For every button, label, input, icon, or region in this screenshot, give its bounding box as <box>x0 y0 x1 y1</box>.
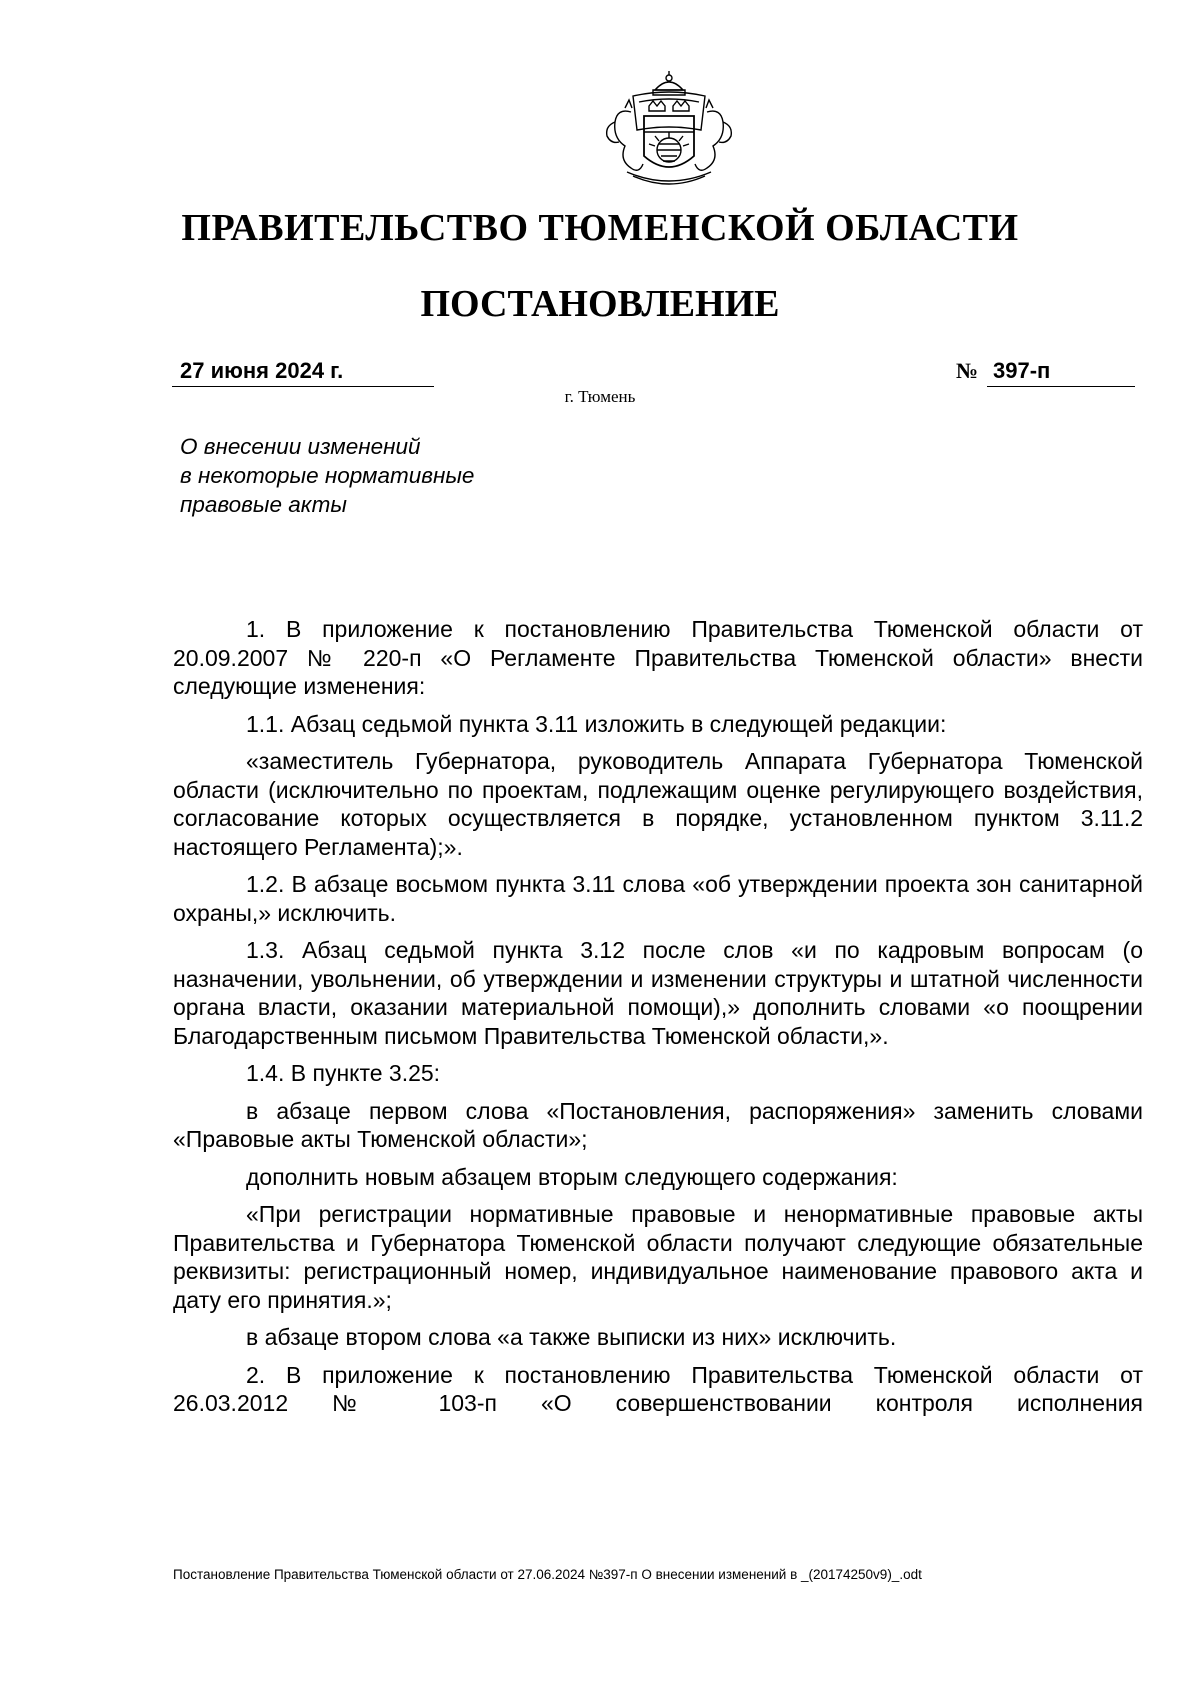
paragraph: в абзаце втором слова «а также выписки из них» исключить. <box>246 1324 897 1350</box>
paragraph: 1. В приложение к постановлению Правительства Тюменской области от 20.09.2007 № 220-п «О Регламенте Правительства Тюменской области» внести следующие изменения: <box>173 616 1143 699</box>
subject-line: в некоторые нормативные <box>180 463 475 488</box>
organization-title: ПРАВИТЕЛЬСТВО ТЮМЕНСКОЙ ОБЛАСТИ <box>181 207 1019 249</box>
document-body <box>173 615 1143 1427</box>
paragraph: 2. В приложение к постановлению Правительства Тюменской области от 26.03.2012 № 103-п «О совершенствовании контроля исполнения <box>173 1361 1143 1416</box>
paragraph: 1.4. В пункте 3.25: <box>246 1060 441 1086</box>
paragraph: «заместитель Губернатора, руководитель Аппарата Губернатора Тюменской области (исключительно по проектам, подлежащим оценке регулирующего воздействия, согласование которых осуществляется в порядке, установленном пунктом 3.11.2 настоящего Регламента);». <box>173 748 1143 860</box>
paragraph: в абзаце первом слова «Постановления, распоряжения» заменить словами «Правовые акты Тюменской области»; <box>173 1097 1143 1152</box>
document-date: 27 июня 2024 г. <box>172 357 434 387</box>
document-subject <box>180 432 474 519</box>
paragraph: «При регистрации нормативные правовые и ненормативные правовые акты Правительства и Губернатора Тюменской области получают следующие обязательные реквизиты: регистрационный номер, индивидуальное наименование правового акта и дату его принятия.»; <box>173 1201 1143 1313</box>
subject-line: О внесении изменений <box>180 434 421 459</box>
city-label: г. Тюмень <box>564 387 636 406</box>
paragraph: 1.3. Абзац седьмой пункта 3.12 после слов «и по кадровым вопросам (о назначении, увольнении, об утверждении и изменении структуры и штатной численности органа власти, оказании материальной помощи),» дополнить словами «о поощрении Благодарственным письмом Правительства Тюменской области,». <box>173 937 1143 1049</box>
subject-line: правовые акты <box>180 492 347 517</box>
paragraph: дополнить новым абзацем вторым следующего содержания: <box>246 1163 898 1190</box>
coat-of-arms-emblem <box>589 68 749 193</box>
document-type-title: ПОСТАНОВЛЕНИЕ <box>420 283 780 325</box>
paragraph: 1.1. Абзац седьмой пункта 3.11 изложить в следующей редакции: <box>246 710 947 737</box>
document-number: 397-п <box>987 357 1135 387</box>
number-sign: № <box>956 358 979 383</box>
paragraph: 1.2. В абзаце восьмом пункта 3.11 слова «об утверждении проекта зон санитарной охраны,» исключить. <box>173 871 1143 926</box>
page-footer: Постановление Правительства Тюменской области от 27.06.2024 №397-п О внесении изменений в _(20174250v9)_.odt <box>173 1567 922 1582</box>
